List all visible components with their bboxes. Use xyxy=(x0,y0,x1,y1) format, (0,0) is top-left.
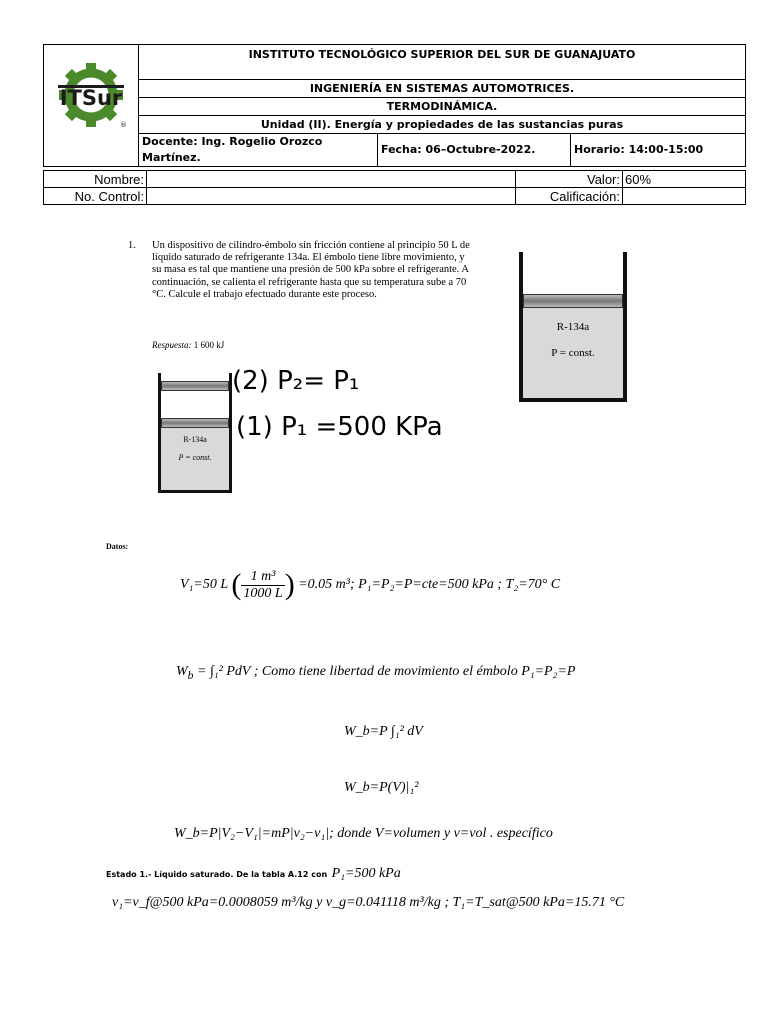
teacher-name: Docente: Ing. Rogelio Orozco Martínez. xyxy=(139,134,378,167)
fluid-label-small: R-134a xyxy=(183,435,207,444)
name-label: Nombre: xyxy=(44,171,147,188)
handwritten-note-state-1: (1) P₁ =500 KPa xyxy=(236,412,443,442)
equation-work-final: W_b=P|V₂−V₁|=mP|v₂−v₁|; donde V=volumen y v=vol . específico xyxy=(174,826,553,841)
equation-work-evaluated: W_b=P(V)|₁² xyxy=(344,780,419,795)
equation-work-lhs: W xyxy=(176,664,188,679)
datos-label: Datos: xyxy=(106,542,129,551)
grade-label: Calificación: xyxy=(516,188,623,205)
equation-volume-frac-den: 1000 L xyxy=(243,585,283,601)
state-1-condition: P₁=500 kPa xyxy=(331,866,401,881)
piston-position-1 xyxy=(161,418,229,428)
equation-volume-frac-num: 1 m³ xyxy=(241,569,284,586)
logo-registered: ® xyxy=(120,121,127,129)
value-label: Valor: xyxy=(516,171,623,188)
handwritten-note-state-2: (2) P₂= P₁ xyxy=(232,366,360,396)
fluid-label-large: R-134a xyxy=(556,321,590,333)
logo-cell xyxy=(44,45,139,167)
equation-work-integral xyxy=(176,664,575,682)
career-name: INGENIERÍA EN SISTEMAS AUTOMOTRICES. xyxy=(139,80,746,98)
exam-date: Fecha: 06–Octubre-2022. xyxy=(378,134,571,167)
value-field: 60% xyxy=(623,171,746,188)
state-1-label: Estado 1.- Líquido saturado. De la tabla A.12 con xyxy=(106,870,328,879)
pressure-label-small: P = const. xyxy=(178,453,212,462)
logo-text: ITSur xyxy=(59,86,123,110)
grade-field[interactable] xyxy=(623,188,746,205)
cylinder-figure-small xyxy=(158,373,232,493)
answer-label: Respuesta: xyxy=(152,340,192,350)
institute-name: INSTITUTO TECNOLÓGICO SUPERIOR DEL SUR DE GUANAJUATO xyxy=(139,45,746,80)
piston-position-2 xyxy=(161,381,229,391)
answer-value: 1 600 kJ xyxy=(193,340,225,350)
exam-schedule: Horario: 14:00-15:00 xyxy=(571,134,746,167)
piston-large xyxy=(523,294,623,308)
equation-volume: V₁=50 L ( $\frac{\text{1 m³}}{1000 L}$ ) =0.05 m³; P₁=P₂=P=cte=500 kPa ; T₂=70° C xyxy=(180,568,561,601)
itsur-logo-icon xyxy=(44,45,138,149)
equation-state-1: v₁=v_f@500 kPa=0.0008059 m³/kg y v_g=0.041118 m³/kg ; T₁=T_sat@500 kPa=15.71 °C xyxy=(112,895,625,910)
problem-text: Un dispositivo de cilindro-émbolo sin fricción contiene al principio 50 L de líquido saturado de refrigerante 134a. El émbolo tiene libre movimiento, y su masa es tal que mantiene una presión de 500 kPa sobre el refrigerante. A continuación, se calienta el refrigerante hasta que su temperatura sube a 70 °C. Calcule el trabajo efectuado durante este proceso. xyxy=(152,240,470,300)
header-table xyxy=(43,44,746,167)
name-field[interactable] xyxy=(147,171,516,188)
cylinder-figure-large xyxy=(519,252,627,402)
answer-line xyxy=(152,339,224,351)
equation-volume-rhs: =0.05 m³; P₁=P₂=P=cte=500 kPa ; T₂=70° C xyxy=(298,577,561,593)
equation-work-rhs: = ∫₁² PdV ; Como tiene libertad de movimiento el émbolo P₁=P₂=P xyxy=(197,664,576,679)
control-label: No. Control: xyxy=(44,188,147,205)
equation-volume-lhs: V₁=50 L xyxy=(180,577,228,593)
unit-name: Unidad (II). Energía y propiedades de las sustancias puras xyxy=(139,116,746,134)
state-1-line xyxy=(106,864,401,882)
pressure-label-large: P = const. xyxy=(551,347,595,359)
equation-work-factored: W_b=P ∫₁² dV xyxy=(344,724,423,739)
student-table xyxy=(43,170,746,205)
equation-work-sub: b xyxy=(187,668,194,682)
problem-number: 1. xyxy=(128,240,136,251)
control-field[interactable] xyxy=(147,188,516,205)
subject-name: TERMODINÁMICA. xyxy=(139,98,746,116)
